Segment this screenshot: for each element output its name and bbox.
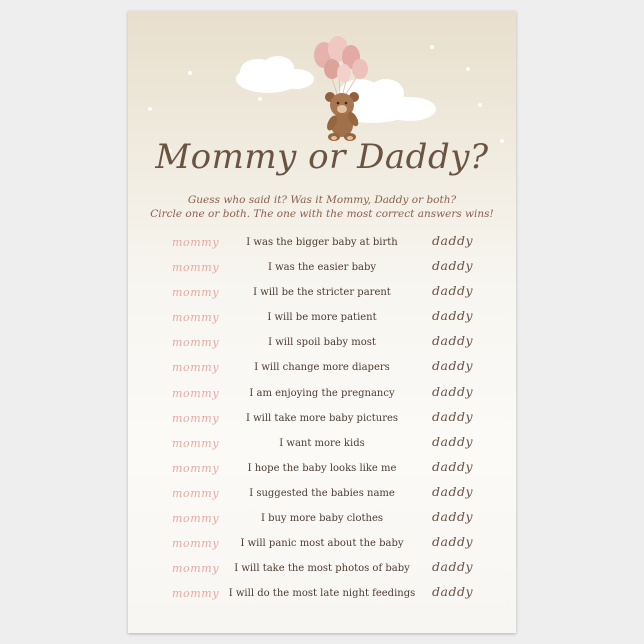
daddy-option: daddy <box>432 383 474 399</box>
question-row <box>128 306 516 331</box>
question-list <box>128 231 516 607</box>
daddy-option: daddy <box>432 333 474 349</box>
daddy-option: daddy <box>432 408 474 424</box>
game-card <box>128 11 516 633</box>
statement-text: I will spoil baby most <box>268 337 376 349</box>
mommy-option: mommy <box>172 461 220 475</box>
mommy-option: mommy <box>172 311 220 325</box>
statement-text: I buy more baby clothes <box>260 513 384 525</box>
balloon-cluster <box>314 36 368 82</box>
daddy-option: daddy <box>432 534 474 550</box>
question-row <box>128 457 516 482</box>
statement-text: I was the bigger baby at birth <box>246 237 398 248</box>
mommy-option: mommy <box>172 336 220 350</box>
daddy-option: daddy <box>432 433 474 449</box>
mommy-option: mommy <box>172 537 220 551</box>
left-cloud <box>236 56 314 93</box>
statement-text: I will take more baby pictures <box>245 412 399 424</box>
daddy-option: daddy <box>432 258 474 274</box>
statement-text: I am enjoying the pregnancy <box>249 387 395 399</box>
statement-text: I will panic most about the baby <box>240 538 404 550</box>
daddy-option: daddy <box>432 233 474 248</box>
question-row <box>128 407 516 432</box>
question-row <box>128 507 516 532</box>
mommy-option: mommy <box>172 512 220 526</box>
daddy-option: daddy <box>432 283 474 299</box>
statement-text: I will be more patient <box>267 312 377 324</box>
daddy-option: daddy <box>432 559 474 575</box>
statement-text: I want more kids <box>279 437 365 449</box>
mommy-option: mommy <box>172 386 220 400</box>
mommy-option: mommy <box>172 261 220 275</box>
question-row <box>128 331 516 356</box>
mommy-option: mommy <box>172 361 220 375</box>
statement-text: I will do the most late night feedings <box>228 588 416 600</box>
question-row <box>128 482 516 507</box>
sparkle-dot <box>478 103 482 107</box>
question-row <box>128 356 516 381</box>
mommy-option: mommy <box>172 562 220 576</box>
mommy-option: mommy <box>172 436 220 450</box>
question-row <box>128 432 516 457</box>
statement-text: I was the easier baby <box>267 262 377 274</box>
statement-text: I hope the baby looks like me <box>247 462 397 474</box>
daddy-option: daddy <box>432 509 474 525</box>
sparkle-dot <box>188 71 192 75</box>
question-row <box>128 281 516 306</box>
sparkle-dot <box>148 107 152 111</box>
daddy-option: daddy <box>432 584 474 600</box>
question-row <box>128 256 516 281</box>
question-row <box>128 382 516 407</box>
page-title: Mommy or Daddy? <box>155 137 489 177</box>
daddy-option: daddy <box>432 483 474 499</box>
instructions-line-2: Circle one or both. The one with the most correct answers wins! <box>150 208 494 220</box>
statement-text: I suggested the babies name <box>249 487 395 499</box>
mommy-option: mommy <box>172 411 220 425</box>
question-row <box>128 582 516 607</box>
mommy-option: mommy <box>172 236 220 249</box>
statement-text: I will change more diapers <box>254 362 390 374</box>
teddy-bear <box>325 92 360 141</box>
statement-text: I will be the stricter parent <box>253 287 391 299</box>
daddy-option: daddy <box>432 458 474 474</box>
mommy-option: mommy <box>172 286 220 300</box>
daddy-option: daddy <box>432 308 474 324</box>
mommy-option: mommy <box>172 486 220 500</box>
mommy-option: mommy <box>172 587 220 601</box>
teddy-bear-balloons-illustration <box>220 35 450 145</box>
daddy-option: daddy <box>432 358 474 374</box>
question-row <box>128 557 516 582</box>
sparkle-dot <box>466 67 470 71</box>
question-row <box>128 231 516 256</box>
question-row <box>128 532 516 557</box>
statement-text: I will take the most photos of baby <box>234 563 410 575</box>
instructions-line-1: Guess who said it? Was it Mommy, Daddy or both? <box>187 194 457 206</box>
